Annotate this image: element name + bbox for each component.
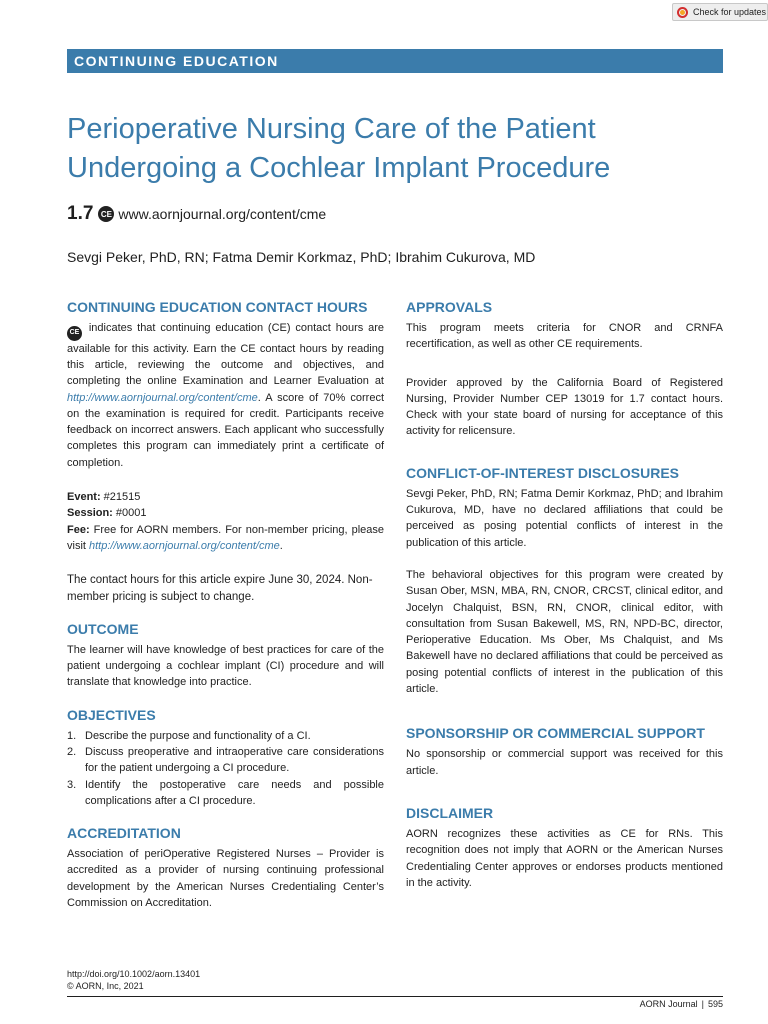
footer-journal xyxy=(600,999,723,1009)
session-line xyxy=(67,505,384,521)
sponsorship-heading: SPONSORSHIP OR COMMERCIAL SUPPORT xyxy=(406,725,705,742)
fee-link[interactable]: http://www.aornjournal.org/content/cme xyxy=(89,539,280,552)
approvals-text-2: Provider approved by the California Board of Registered Nursing, Provider Number CEP 13019 for 1.7 contact hours. Check with your state board of nursing for acceptance of this activity for relicensure. xyxy=(406,376,723,438)
outcome-text: The learner will have knowledge of best practices for care of the patient undergoing a cochlear implant (CI) procedure and will translate that knowledge into practice. xyxy=(67,643,384,689)
footer-rule xyxy=(67,996,723,997)
event-info xyxy=(67,489,384,554)
conflict-heading: CONFLICT-OF-INTEREST DISCLOSURES xyxy=(406,464,679,481)
ce-badge-icon: CE xyxy=(67,326,82,341)
cme-link[interactable]: http://www.aornjournal.org/content/cme xyxy=(67,391,258,404)
ce-info xyxy=(67,203,326,225)
footer-citation xyxy=(67,968,200,992)
expiry-text: The contact hours for this article expire June 30, 2024. Non-member pricing is subject to change. xyxy=(67,574,373,603)
sponsorship-text: No sponsorship or commercial support was received for this article. xyxy=(406,748,723,777)
check-for-updates-label: Check for updates xyxy=(693,7,767,17)
fee-value: Free for AORN members. For non-member pricing, please visit xyxy=(67,523,384,552)
fee-label: Fee: xyxy=(67,523,90,536)
section-banner: CONTINUING EDUCATION xyxy=(67,49,723,73)
ce-url-link[interactable]: www.aornjournal.org/content/cme xyxy=(118,206,327,222)
contact-hours-heading: CONTINUING EDUCATION CONTACT HOURS xyxy=(67,299,368,315)
contact-hours-text-a: indicates that continuing education (CE) contact hours are available for this activity. Earn the CE contact hours by reading this article, reviewing the outcome and objectives, and completing the online Examination and Learner Evaluation at xyxy=(67,322,384,388)
list-text: Identify the postoperative care needs and possible complications after a CI procedure. xyxy=(85,778,384,807)
copyright: © AORN, Inc, 2021 xyxy=(67,981,144,991)
objectives-list xyxy=(67,728,384,809)
list-item xyxy=(67,744,384,777)
article-title: Perioperative Nursing Care of the Patient Undergoing a Cochlear Implant Procedure xyxy=(67,113,611,184)
session-label: Session: xyxy=(67,507,113,520)
right-column xyxy=(406,298,723,891)
list-item xyxy=(67,777,384,810)
session-value: #0001 xyxy=(112,507,147,520)
accreditation-text: Association of periOperative Registered Nurses – Provider is accredited as a provider of nursing continuing professional development by the American Nurses Credentialing Center’s Commission on Accreditation. xyxy=(67,848,384,910)
fee-end: . xyxy=(279,539,283,552)
outcome-heading: OUTCOME xyxy=(67,620,139,637)
event-value: #21515 xyxy=(100,491,141,504)
event-line xyxy=(67,489,384,505)
crossmark-icon xyxy=(677,7,688,18)
disclaimer-text: AORN recognizes these activities as CE for RNs. This recognition does not imply that AORN or the American Nurses Credentialing Center approves or endorses products mentioned in the activity. xyxy=(406,827,723,889)
check-for-updates-button[interactable] xyxy=(672,3,768,21)
contact-hours-text xyxy=(67,320,384,471)
conflict-text-1: Sevgi Peker, PhD, RN; Fatma Demir Korkmaz, PhD; and Ibrahim Cukurova, MD, have no declared affiliations that could be perceived as posing potential conflicts of interest in the publication of this article. xyxy=(406,487,723,549)
objectives-heading: OBJECTIVES xyxy=(67,706,156,723)
authors: Sevgi Peker, PhD, RN; Fatma Demir Korkmaz, PhD; Ibrahim Cukurova, MD xyxy=(67,249,536,265)
left-column xyxy=(67,298,384,911)
doi-link[interactable]: http://doi.org/10.1002/aorn.13401 xyxy=(67,969,201,979)
footer-separator: | xyxy=(701,999,704,1009)
list-number: 1. xyxy=(67,729,77,742)
approvals-text-1: This program meets criteria for CNOR and CRNFA recertification, as well as other CE requirements. xyxy=(406,322,723,351)
ce-hours: 1.7 xyxy=(67,203,94,224)
list-text: Describe the purpose and functionality of a CI. xyxy=(85,729,311,742)
list-item xyxy=(67,728,384,744)
fee-line xyxy=(67,522,384,555)
approvals-heading: APPROVALS xyxy=(406,299,493,315)
list-text: Discuss preoperative and intraoperative care considerations for the patient undergoing a CI procedure. xyxy=(85,745,384,775)
list-number: 2. xyxy=(67,745,77,758)
page-number: 595 xyxy=(707,999,723,1009)
disclaimer-heading: DISCLAIMER xyxy=(406,804,494,821)
journal-name: AORN Journal xyxy=(639,999,698,1009)
conflict-text-2: The behavioral objectives for this program were created by Susan Ober, MSN, MBA, RN, CNOR, CRCST, clinical editor, and Jocelyn Chalquist, BSN, RN, CNOR, clinical editor, with consultation from Susan Bakewell, MS, RN, NPD-BC, director, Perioperative Education. Ms Ober, Ms Chalquist, and Ms Bakewell have no declared affiliations that could be perceived as posing potential conflicts of interest in the publication of this article. xyxy=(406,568,723,696)
event-label: Event: xyxy=(67,491,101,504)
ce-badge-icon: CE xyxy=(98,206,114,222)
accreditation-heading: ACCREDITATION xyxy=(67,825,181,842)
list-number: 3. xyxy=(67,778,77,791)
contact-hours-text-b: . A score of 70% correct on the examination is required for credit. Participants receive feedback on incorrect answers. Each applicant who successfully completes this program can immediately print a certificate of completion. xyxy=(67,391,384,469)
